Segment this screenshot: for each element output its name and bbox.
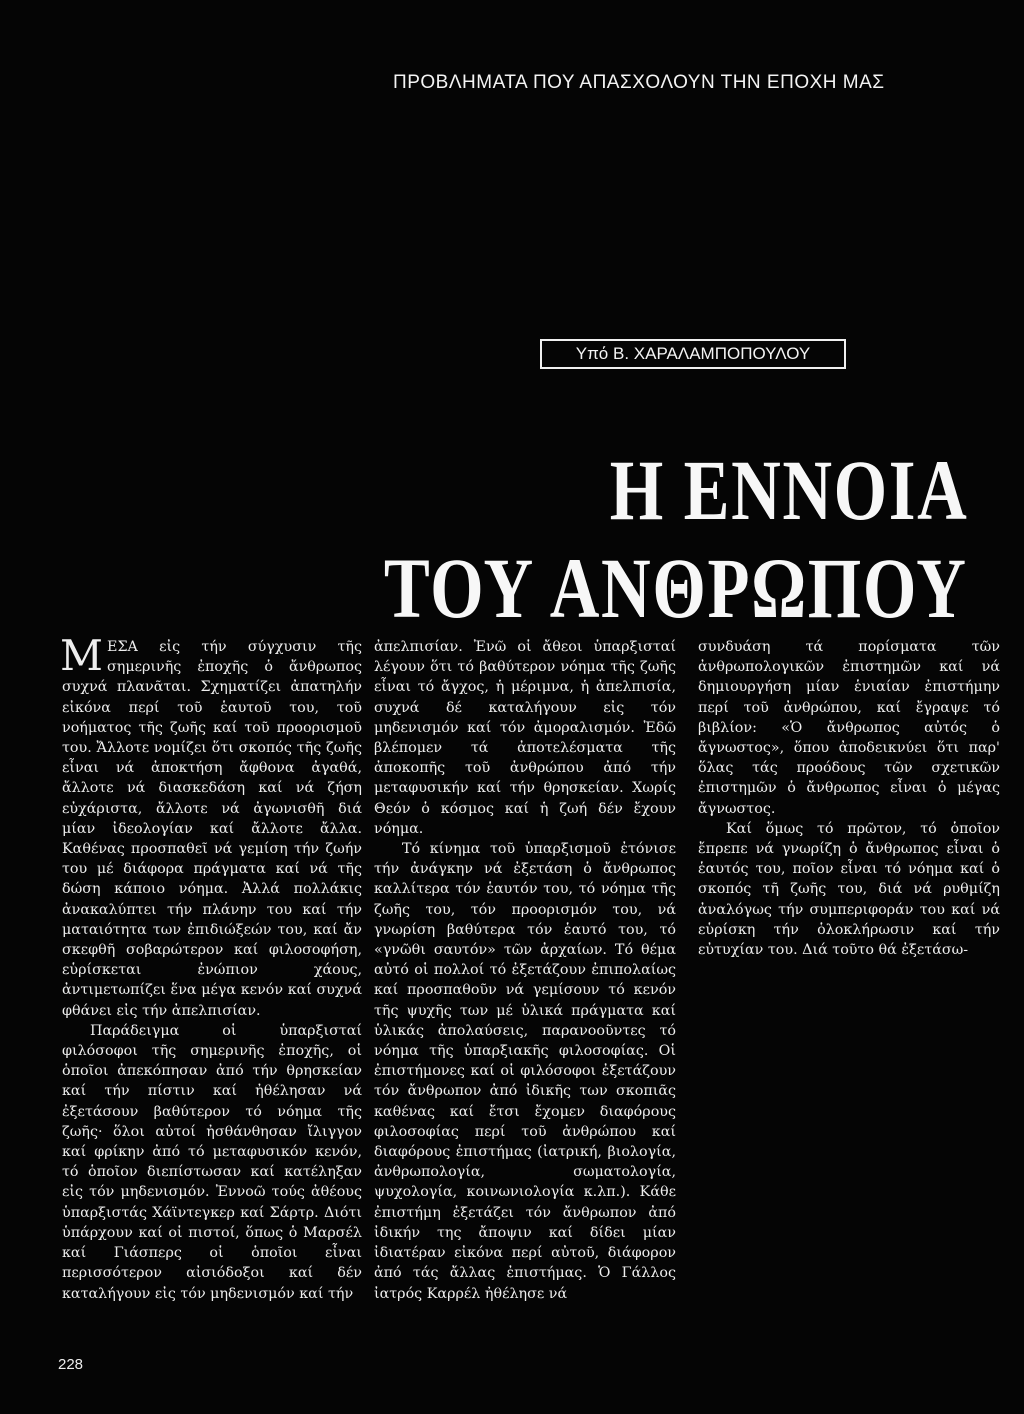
paragraph <box>60 631 362 1021</box>
running-header: ΠΡΟΒΛΗΜΑΤΑ ΠΟΥ ΑΠΑΣΧΟΛΟΥΝ ΤΗΝ ΕΠΟΧΗ ΜΑΣ <box>393 72 885 93</box>
paragraph: Καί ὅμως τό πρῶτον, τό ὁποῖον ἔπρεπε νά γνωρίζη ὁ ἄνθρωπος εἶναι ὁ ἑαυτός του, ποῖον εἶναι τό νόημα καί ὁ σκοπός τῆ ζωῆς του, διά νά ρυθμίζη ἀναλόγως τήν συμπεριφοράν του καί νά εὑρίσκη τήν ὁλοκλήρωσιν καί τήν εὐτυχίαν του. Διά τοῦτο θά ἐξετάσω- <box>698 820 1000 959</box>
paragraph: συνδυάση τά πορίσματα τῶν ἀνθρωπολογικῶν ἐπιστημῶν καί νά δημιουργήση μίαν ἑνιαίαν ἐπιστήμην περί τοῦ ἀνθρώπου, καί ἔγραψε τό βιβλίον: «Ὁ ἄνθρωπος αὐτός ὁ ἄγνωστος», ὅπου ἀποδεικνύει ὅτι παρ' ὅλας τάς προόδους τῶν σχετικῶν ἐπιστημῶν ὁ ἄνθρωπος εἶναι ὁ μέγας ἄγνωστος. <box>698 639 1000 817</box>
paragraph: Τό κίνημα τοῦ ὑπαρξισμοῦ ἐτόνισε τήν ἀνάγκην νά ἐξετάση ὁ ἄνθρωπος καλλίτερα τόν ἑαυτόν του, τό νόημα τῆς ζωῆς του, τόν προορισμόν του, νά γνωρίση βαθύτερα τόν ἑαυτό του, τό «γνῶθι σαυτόν» τῶν ἀρχαίων. Τό θέμα αὐτό οἱ πολλοί τό ἐξετάζουν ἐπιπολαίως καί προσπαθοῦν νά γεμίσουν τό κενόν τῆς ψυχῆς των μέ ὑλικά πράγματα καί ὑλικάς ἀπολαύσεις, παρανοοῦντες τό νόημα τῆς ὑπαρξιακῆς φιλοσοφίας. Οἱ ἐπιστήμονες καί οἱ φιλόσοφοι ἐξετάζουν τόν ἄνθρωπον ἀπό ἰδικῆς των σκοπιᾶς καθένας καί ἔτσι ἔχομεν διαφόρους φιλοσοφίας περί τοῦ ἀνθρώπου καί διαφόρους ἐπιστήμας (ἰατρική, βιολογία, ἀνθρωπολογία, σωματολογία, ψυχολογία, κοινωνιολογία κ.λπ.). Κάθε ἐπιστήμη ἐξετάζει τόν ἄνθρωπον ἀπό ἰδικήν της ἄποψιν καί δίδει μίαν ἰδιατέραν εἰκόνα περί αὐτοῦ, διάφορον ἀπό τάς ἄλλας ἐπιστήμας. Ὁ Γάλλος ἰατρός Καρρέλ ἠθέλησε νά <box>374 841 676 1302</box>
text-column-3 <box>698 637 1000 960</box>
paragraph: ἀπελπισίαν. Ἐνῶ οἱ ἄθεοι ὑπαρξισταί λέγουν ὅτι τό βαθύτερον νόημα τῆς ζωῆς εἶναι τό ἄγχος, ἡ μέριμνα, ἡ ἀπελπισία, συχνά δέ καταλήγουν εἰς τόν μηδενισμόν καί τόν ἀμοραλισμόν. Ἐδῶ βλέπομεν τά ἀποτελέσματα τῆς ἀποκοπῆς τοῦ ἀνθρώπου ἀπό τήν μεταφυσικήν καί τήν θρησκείαν. Χωρίς Θεόν ὁ κόσμος καί ἡ ζωή δέν ἔχουν νόημα. <box>374 639 676 837</box>
paragraph-text: ΕΣΑ εἰς τήν σύγχυσιν τῆς σημερινῆς ἐποχῆς ὁ ἄνθρωπος συχνά πλανᾶται. Σχηματίζει ἀπατηλήν εἰκόνα περί τοῦ ἑαυτοῦ του, τοῦ νοήματος τῆς ζωῆς καί τοῦ προορισμοῦ του. Ἄλλοτε νομίζει ὅτι σκοπός τῆς ζωῆς εἶναι νά ἀποκτήση ἄφθονα ἀγαθά, ἄλλοτε νά διασκεδάση καί νά ζήση εὐχάριστα, ἄλλοτε νά ἀγωνισθῆ διά μίαν ἰδεολογίαν καί ἄλλοτε ἄλλα. Καθένας προσπαθεῖ νά γεμίση τήν ζωήν του μέ διάφορα πράγματα καί νά τῆς δώση κάποιο νόημα. Ἀλλά πολλάκις ἀνακαλύπτει τήν πλάνην του καί τήν ματαιότητα των ἐπιδιώξεών του, καί ἄν σκεφθῆ σοβαρώτερον καί φιλοσοφήση, εὑρίσκεται ἐνώπιον χάους, ἀντιμετωπίζει ἕνα μέγα κενόν καί συχνά φθάνει εἰς τήν ἀπελπισίαν. <box>62 639 362 1019</box>
text-column-1 <box>60 631 362 1304</box>
page-number: 228 <box>58 1356 84 1373</box>
article-title-line-2: ΤΟΥ ΑΝΘΡΩΠΟΥ <box>384 540 968 636</box>
article-title-line-1: Η ΕΝΝΟΙΑ <box>609 442 968 538</box>
text-column-2 <box>374 637 676 1304</box>
author-box: Υπό Β. ΧΑΡΑΛΑΜΠΟΠΟΥΛΟΥ <box>540 339 846 369</box>
paragraph: Παράδειγμα οἱ ὑπαρξισταί φιλόσοφοι τῆς σημερινῆς ἐποχῆς, οἱ ὁποῖοι ἀπεκόπησαν ἀπό τήν θρησκείαν καί τήν πίστιν καί ἠθέλησαν νά ἐξετάσουν βαθύτερον τό νόημα τῆς ζωῆς· ὅλοι αὐτοί ἠσθάνθησαν ἴλιγγον καί φρίκην ἀπό τό μεταφυσικόν κενόν, τό ὁποῖον διεπίστωσαν καί κατέληξαν εἰς τόν μηδενισμόν. Ἐννοῶ τούς ἀθέους ὑπαρξιστάς Χάϊντεγκερ καί Σάρτρ. Διότι ὑπάρχουν καί οἱ πιστοί, ὅπως ὁ Μαρσέλ καί Γιάσπερς οἱ ὁποῖοι εἶναι περισσότερον αἰσιόδοξοι καί δέν καταλήγουν εἰς τόν μηδενισμόν καί τήν <box>62 1022 362 1302</box>
drop-cap: Μ <box>60 631 104 680</box>
